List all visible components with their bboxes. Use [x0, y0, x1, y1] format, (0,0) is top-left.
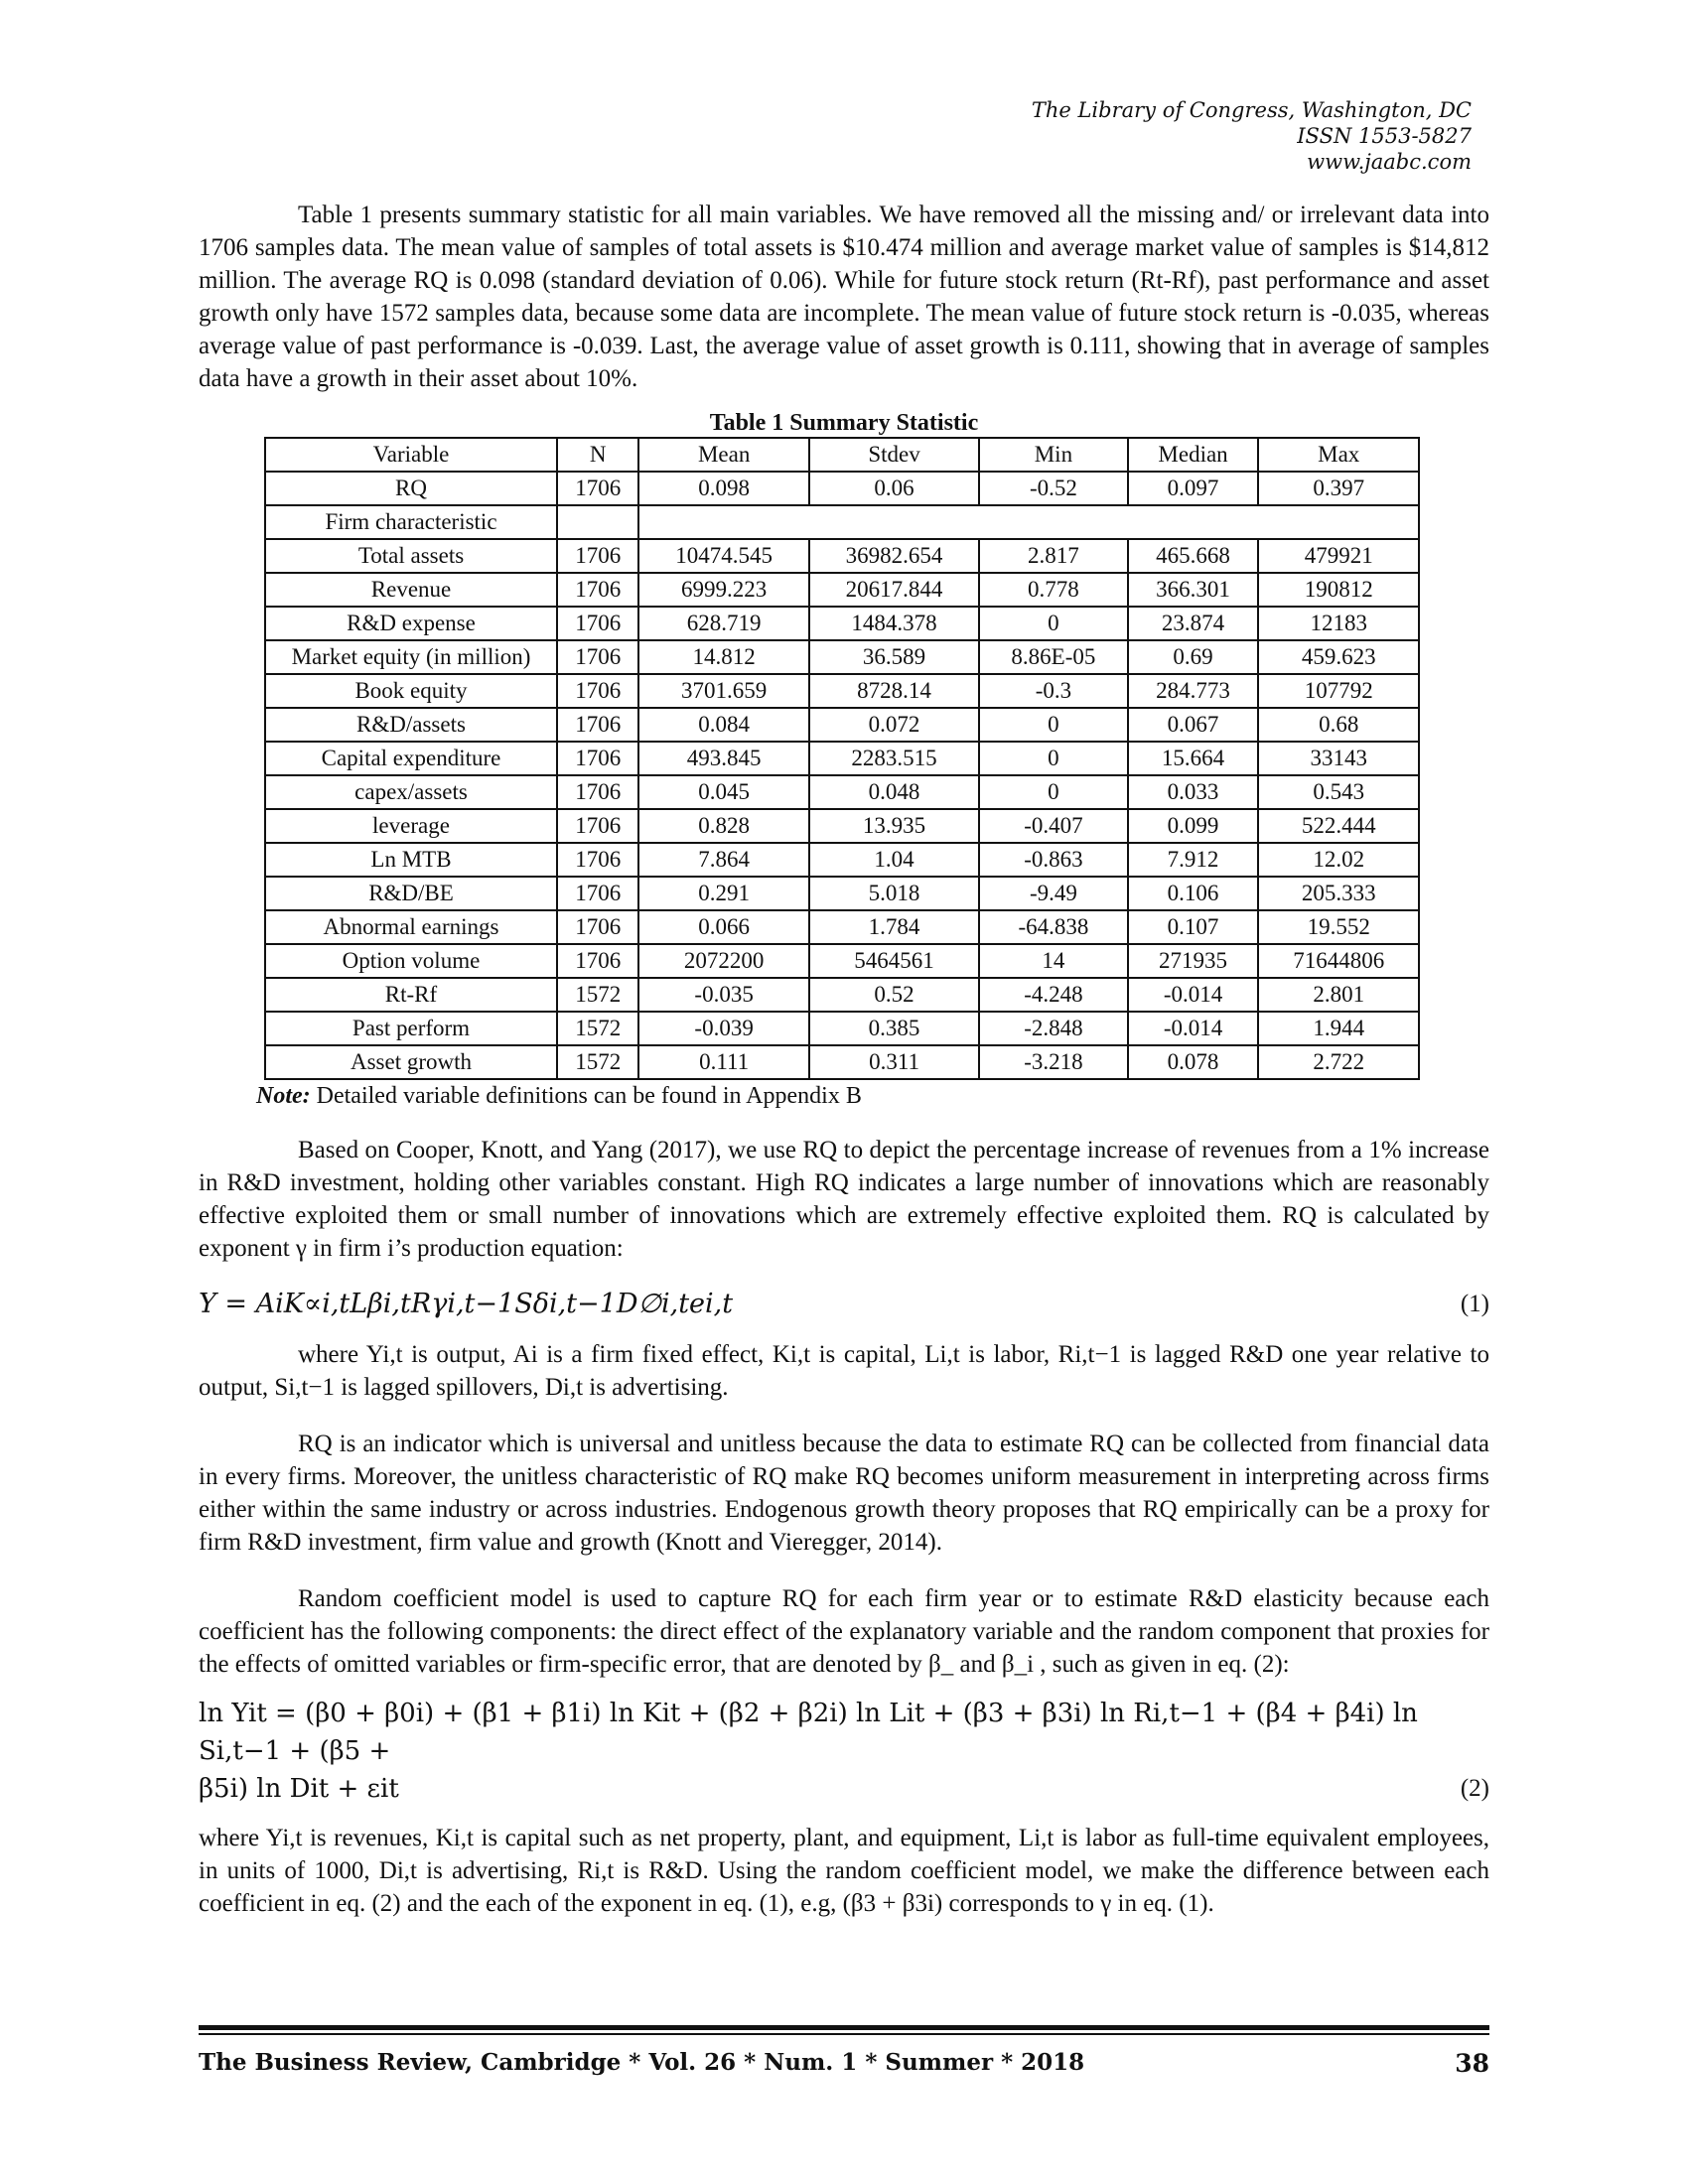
value-cell: 0.397 — [1258, 472, 1419, 505]
paragraph-rq-indicator: RQ is an indicator which is universal and unitless because the data to estimate RQ can be collected from financial data in every firms. Moreover, the unitless characteristic of RQ make RQ becomes uniform measurement in interpreting across firms either within the same industry or across industries. Endogenous growth theory proposes that RQ empirically can be a proxy for firm R&D investment, firm value and growth (Knott and Vieregger, 2014). — [199, 1431, 1489, 1556]
value-cell: -0.863 — [979, 843, 1127, 877]
note-label: Note: — [256, 1083, 311, 1109]
table-row — [265, 775, 1419, 809]
header-line-3: www.jaabc.com — [1307, 150, 1472, 174]
value-cell: 1484.378 — [809, 607, 979, 640]
paragraph-revenues: where Yi,t is revenues, Ki,t is capital such as net property, plant, and equipment, Li,t is labor as full-time equivalent employees, in units of 1000, Di,t is advertising, Ri,t is R&D. Using the random coefficient model, we make the difference between each coefficient in eq. (2) and the each of the exponent in eq. (1), e.g, (β3 + β3i) corresponds to γ in eq. (1). — [199, 1825, 1489, 1917]
value-cell: 493.845 — [638, 742, 808, 775]
value-cell: 0.098 — [638, 472, 808, 505]
value-cell: 14 — [979, 944, 1127, 978]
table-row — [265, 640, 1419, 674]
value-cell: 23.874 — [1128, 607, 1259, 640]
value-cell: 3701.659 — [638, 674, 808, 708]
header-cell: Median — [1128, 438, 1259, 472]
table-row — [265, 944, 1419, 978]
value-cell: 0.828 — [638, 809, 808, 843]
value-cell: 1706 — [557, 877, 638, 910]
variable-name-cell: leverage — [265, 809, 557, 843]
variable-name-cell: R&D expense — [265, 607, 557, 640]
value-cell: 0.084 — [638, 708, 808, 742]
value-cell: 1706 — [557, 607, 638, 640]
table-row — [265, 809, 1419, 843]
value-cell: 1706 — [557, 809, 638, 843]
value-cell: 628.719 — [638, 607, 808, 640]
page-body — [199, 199, 1489, 1920]
summary-statistic-table — [264, 437, 1420, 1080]
header-cell: N — [557, 438, 638, 472]
equation-1-text: Y = AiK∝i,tLβi,tRγi,t−1Sδi,t−1D∅i,tei,t — [199, 1289, 734, 1319]
value-cell: 1706 — [557, 843, 638, 877]
table-note — [256, 1082, 1489, 1110]
paragraph-summary: Table 1 presents summary statistic for all main variables. We have removed all the missing and/ or irrelevant data into 1706 samples data. The mean value of samples of total assets is $10.474 million and average market value of samples is $14,812 million. The average RQ is 0.098 (standard deviation of 0.06). While for future stock return (Rt-Rf), past performance and asset growth only have 1572 samples data, because some data are incomplete. The mean value of future stock return is -0.035, whereas average value of past performance is -0.039. Last, the average value of asset growth is 0.111, showing that in average of samples data have a growth in their asset about 10%. — [199, 202, 1489, 392]
value-cell: 0.107 — [1128, 910, 1259, 944]
value-cell: -0.014 — [1128, 978, 1259, 1012]
variable-name-cell: Book equity — [265, 674, 557, 708]
paragraph-random-coefficient: Random coefficient model is used to capture RQ for each firm year or to estimate R&D elasticity because each coefficient has the following components: the direct effect of the explanatory variable and the random component that proxies for the effects of omitted variables or firm-specific error, that are denoted by β_ and β_i , such as given in eq. (2): — [199, 1585, 1489, 1678]
value-cell: 1572 — [557, 978, 638, 1012]
equation-2-line-1: ln Yit = (β0 + β0i) + (β1 + β1i) ln Kit + (β2 + β2i) ln Lit + (β3 + β3i) ln Ri,t−1 + (β4 + β4i) ln Si,t−1 + (β5 + — [199, 1699, 1418, 1766]
value-cell: 7.864 — [638, 843, 808, 877]
value-cell: -0.3 — [979, 674, 1127, 708]
value-cell: 12183 — [1258, 607, 1419, 640]
variable-name-cell: Market equity (in million) — [265, 640, 557, 674]
variable-name-cell: Past perform — [265, 1012, 557, 1045]
table-row — [265, 708, 1419, 742]
value-cell: 1.944 — [1258, 1012, 1419, 1045]
table-row — [265, 877, 1419, 910]
value-cell: 0.311 — [809, 1045, 979, 1079]
value-cell: 0.291 — [638, 877, 808, 910]
table-row — [265, 978, 1419, 1012]
value-cell: 1706 — [557, 775, 638, 809]
value-cell: 1706 — [557, 573, 638, 607]
value-cell: 0.097 — [1128, 472, 1259, 505]
header-cell: Min — [979, 438, 1127, 472]
value-cell: 479921 — [1258, 539, 1419, 573]
value-cell: -0.407 — [979, 809, 1127, 843]
value-cell: 2283.515 — [809, 742, 979, 775]
variable-name-cell: Total assets — [265, 539, 557, 573]
value-cell: 1572 — [557, 1045, 638, 1079]
value-cell: -4.248 — [979, 978, 1127, 1012]
variable-name-cell: R&D/BE — [265, 877, 557, 910]
value-cell: 1706 — [557, 472, 638, 505]
value-cell: 0.066 — [638, 910, 808, 944]
value-cell: 1706 — [557, 539, 638, 573]
value-cell: 0.543 — [1258, 775, 1419, 809]
header-line-1: The Library of Congress, Washington, DC — [1031, 98, 1472, 122]
variable-name-cell: Ln MTB — [265, 843, 557, 877]
table-row — [265, 910, 1419, 944]
value-cell: 8.86E-05 — [979, 640, 1127, 674]
header-cell: Stdev — [809, 438, 979, 472]
value-cell: 522.444 — [1258, 809, 1419, 843]
value-cell: 0.072 — [809, 708, 979, 742]
value-cell: 10474.545 — [638, 539, 808, 573]
journal-header — [1032, 97, 1472, 175]
value-cell: 8728.14 — [809, 674, 979, 708]
value-cell: 0.045 — [638, 775, 808, 809]
value-cell: 1706 — [557, 708, 638, 742]
value-cell: 0.111 — [638, 1045, 808, 1079]
value-cell: 2.722 — [1258, 1045, 1419, 1079]
value-cell: 12.02 — [1258, 843, 1419, 877]
value-cell: 0 — [979, 607, 1127, 640]
table-row — [265, 472, 1419, 505]
equation-1 — [199, 1285, 1489, 1324]
variable-name-cell: capex/assets — [265, 775, 557, 809]
journal-footer — [199, 2049, 1489, 2076]
equation-2-line-2: β5i) ln Dit + εit — [199, 1774, 399, 1804]
value-cell: 205.333 — [1258, 877, 1419, 910]
value-cell: 0.099 — [1128, 809, 1259, 843]
equation-2 — [199, 1695, 1489, 1808]
value-cell: 465.668 — [1128, 539, 1259, 573]
value-cell: 36.589 — [809, 640, 979, 674]
variable-name-cell: Revenue — [265, 573, 557, 607]
value-cell: 0.385 — [809, 1012, 979, 1045]
value-cell: 0.078 — [1128, 1045, 1259, 1079]
equation-2-number: (2) — [1460, 1775, 1489, 1802]
value-cell: -0.039 — [638, 1012, 808, 1045]
value-cell: 0.68 — [1258, 708, 1419, 742]
value-cell: -0.52 — [979, 472, 1127, 505]
variable-name-cell: Capital expenditure — [265, 742, 557, 775]
value-cell: 14.812 — [638, 640, 808, 674]
table-row — [265, 573, 1419, 607]
value-cell: 0.048 — [809, 775, 979, 809]
value-cell: 1.784 — [809, 910, 979, 944]
value-cell: 271935 — [1128, 944, 1259, 978]
value-cell: 1706 — [557, 944, 638, 978]
value-cell: 0.778 — [979, 573, 1127, 607]
value-cell: 0.067 — [1128, 708, 1259, 742]
header-cell: Variable — [265, 438, 557, 472]
value-cell: 0 — [979, 775, 1127, 809]
value-cell: 33143 — [1258, 742, 1419, 775]
value-cell: 2072200 — [638, 944, 808, 978]
footer-rule-thin — [199, 2033, 1489, 2035]
table-group-row — [265, 505, 1419, 539]
variable-name-cell: Option volume — [265, 944, 557, 978]
value-cell: 5.018 — [809, 877, 979, 910]
group-empty-cell — [638, 505, 1419, 539]
variable-name-cell: RQ — [265, 472, 557, 505]
value-cell: 1706 — [557, 640, 638, 674]
value-cell: 1706 — [557, 742, 638, 775]
value-cell: 190812 — [1258, 573, 1419, 607]
equation-1-number: (1) — [1460, 1291, 1489, 1317]
paragraph-rq-definition: Based on Cooper, Knott, and Yang (2017), we use RQ to depict the percentage increase of revenues from a 1% increase in R&D investment, holding other variables constant. High RQ indicates a large number of innovations which are reasonably effective exploited them or small number of innovations which are extremely effective exploited them. RQ is calculated by exponent γ in firm i’s production equation: — [199, 1137, 1489, 1262]
page-number: 38 — [1455, 2049, 1489, 2078]
note-text: Detailed variable definitions can be found in Appendix B — [310, 1083, 862, 1109]
value-cell: 0.106 — [1128, 877, 1259, 910]
value-cell: 366.301 — [1128, 573, 1259, 607]
footer-journal: The Business Review, Cambridge * Vol. 26 * Num. 1 * Summer * 2018 — [199, 2049, 1085, 2076]
value-cell: 19.552 — [1258, 910, 1419, 944]
value-cell: 1706 — [557, 910, 638, 944]
table-row — [265, 843, 1419, 877]
value-cell: 284.773 — [1128, 674, 1259, 708]
header-line-2: ISSN 1553-5827 — [1297, 124, 1472, 148]
paragraph-variables: where Yi,t is output, Ai is a firm fixed effect, Ki,t is capital, Li,t is labor, Ri,t−1 is lagged R&D one year relative to output, Si,t−1 is lagged spillovers, Di,t is advertising. — [199, 1341, 1489, 1401]
value-cell: 0.69 — [1128, 640, 1259, 674]
table-row — [265, 1012, 1419, 1045]
value-cell: -3.218 — [979, 1045, 1127, 1079]
variable-name-cell: Rt-Rf — [265, 978, 557, 1012]
table-row — [265, 742, 1419, 775]
value-cell: 1572 — [557, 1012, 638, 1045]
table-row — [265, 607, 1419, 640]
value-cell: 5464561 — [809, 944, 979, 978]
variable-name-cell: R&D/assets — [265, 708, 557, 742]
value-cell: 7.912 — [1128, 843, 1259, 877]
table-row — [265, 674, 1419, 708]
value-cell: 1706 — [557, 674, 638, 708]
header-cell: Mean — [638, 438, 808, 472]
value-cell: 0 — [979, 708, 1127, 742]
value-cell: -64.838 — [979, 910, 1127, 944]
value-cell: 107792 — [1258, 674, 1419, 708]
value-cell: -9.49 — [979, 877, 1127, 910]
value-cell: 0.06 — [809, 472, 979, 505]
value-cell: -0.014 — [1128, 1012, 1259, 1045]
value-cell: 0.033 — [1128, 775, 1259, 809]
value-cell: 13.935 — [809, 809, 979, 843]
value-cell: 2.801 — [1258, 978, 1419, 1012]
value-cell: 36982.654 — [809, 539, 979, 573]
table-row — [265, 539, 1419, 573]
value-cell: 20617.844 — [809, 573, 979, 607]
value-cell: 15.664 — [1128, 742, 1259, 775]
value-cell: -2.848 — [979, 1012, 1127, 1045]
header-cell: Max — [1258, 438, 1419, 472]
table-title: Table 1 Summary Statistic — [709, 410, 979, 436]
group-empty-cell — [557, 505, 638, 539]
table-header-row — [265, 438, 1419, 472]
value-cell: 0.52 — [809, 978, 979, 1012]
group-label-cell: Firm characteristic — [265, 505, 557, 539]
value-cell: 0 — [979, 742, 1127, 775]
variable-name-cell: Asset growth — [265, 1045, 557, 1079]
value-cell: 459.623 — [1258, 640, 1419, 674]
footer-rule-thick — [199, 2025, 1489, 2030]
value-cell: -0.035 — [638, 978, 808, 1012]
variable-name-cell: Abnormal earnings — [265, 910, 557, 944]
value-cell: 1.04 — [809, 843, 979, 877]
value-cell: 6999.223 — [638, 573, 808, 607]
table-row — [265, 1045, 1419, 1079]
value-cell: 2.817 — [979, 539, 1127, 573]
value-cell: 71644806 — [1258, 944, 1419, 978]
